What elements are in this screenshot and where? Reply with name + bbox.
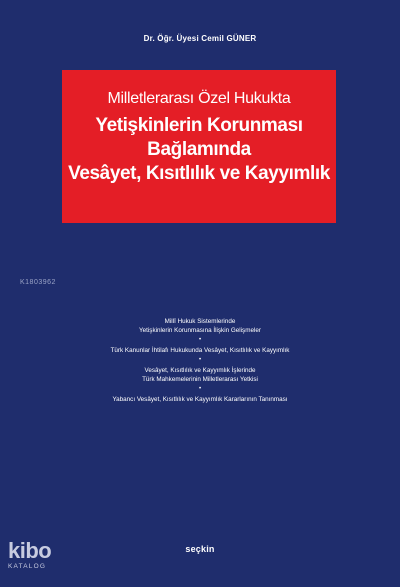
topic-separator: • xyxy=(198,337,202,343)
title-line-3: Vesâyet, Kısıtlılık ve Kayyımlık xyxy=(68,163,330,184)
catalog-code: K1803962 xyxy=(20,279,56,286)
kibo-label: KATALOG xyxy=(8,563,47,570)
title-box xyxy=(62,70,336,223)
author-name: Dr. Öğr. Üyesi Cemil GÜNER xyxy=(143,34,257,43)
title-line-2: Bağlamında xyxy=(147,139,251,160)
topic-3-line-2: Türk Mahkemelerinin Milletlerarası Yetkisi xyxy=(142,376,258,383)
topic-separator: • xyxy=(198,357,202,363)
kibo-logo: kibo xyxy=(8,538,52,563)
title-subtitle: Milletlerarası Özel Hukukta xyxy=(107,90,291,107)
topic-2-line-1: Türk Kanunlar İhtilafı Hukukunda Vesâyet, Kısıtlılık ve Kayyımlık xyxy=(110,347,290,354)
title-line-1: Yetişkinlerin Korunması xyxy=(95,115,303,136)
topic-list xyxy=(0,317,400,404)
topic-1-line-1: Millî Hukuk Sistemlerinde xyxy=(164,318,236,325)
topic-4-line-1: Yabancı Vesâyet, Kısıtlılık ve Kayyımlık Kararlarının Tanınması xyxy=(112,396,288,403)
topic-separator: • xyxy=(198,386,202,392)
topic-1-line-2: Yetişkinlerin Korunmasına İlişkin Gelişmeler xyxy=(139,327,261,334)
publisher-logo: seçkin xyxy=(185,544,215,554)
topic-3-line-1: Vesâyet, Kısıtlılık ve Kayyımlık İşlerinde xyxy=(144,367,256,374)
